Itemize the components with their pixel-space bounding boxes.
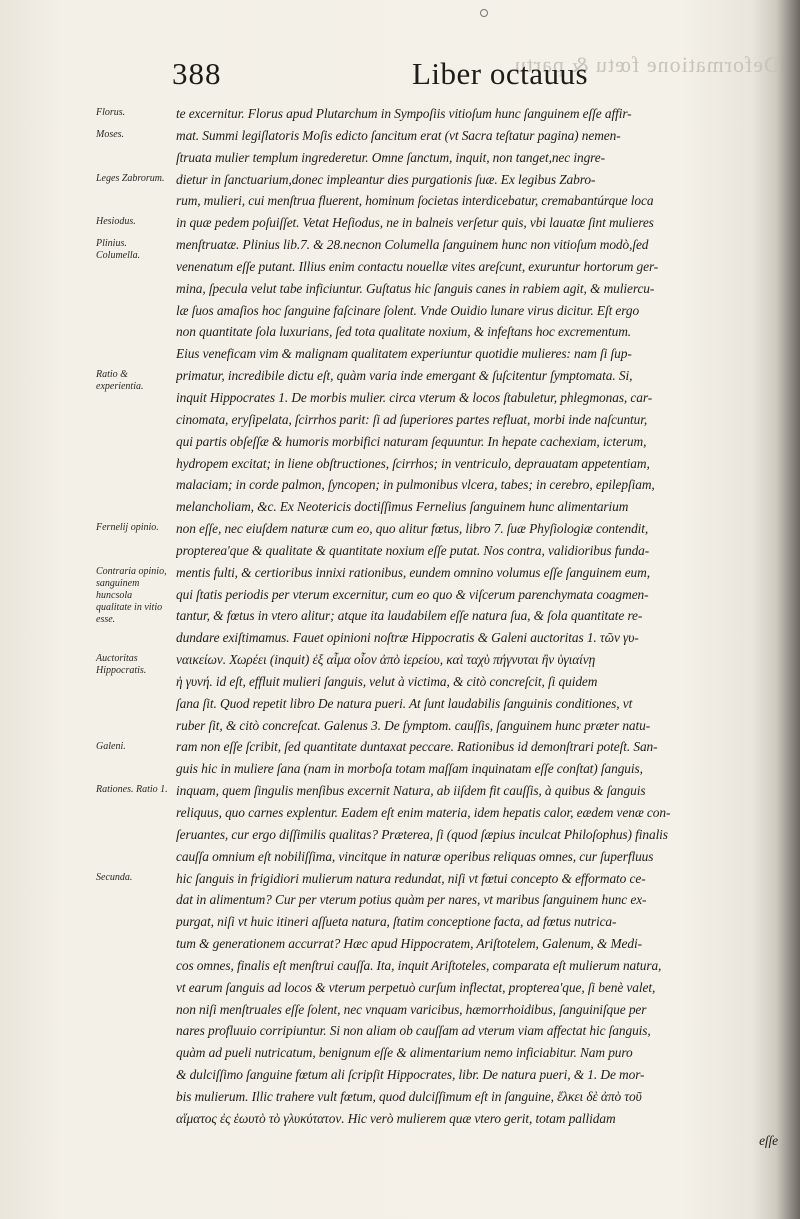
text-line: melancholiam, &c. Ex Neotericis doctiſſimus Fernelius ſanguinem hunc alimentarium [176, 499, 629, 515]
text-line: dundare exiſtimamus. Fauet opinioni noſtræ Hippocratis & Galeni auctoritas 1. τῶν γυ- [176, 630, 639, 646]
text-line: cinomata, eryſipelata, ſcirrhos parit: ſi ad ſuperiores partes refluat, morbi inde naſcuntur, [176, 411, 648, 427]
text-line: vt earum ſanguis ad locos & vterum perpetuò curſum inflectat, propterea'que, ſi benè valet, [176, 979, 656, 995]
text-line: ram non eſſe ſcribit, ſed quantitate duntaxat peccare. Rationibus id demonſtrari poteſt. San- [176, 739, 658, 755]
text-line: eſſe [759, 1132, 778, 1148]
text-line: hydropem excitat; in liene obſtructiones, ſcirrhos; in ventriculo, deprauatam appetentiam, [176, 455, 650, 471]
text-line: cauſſa omnium eſt nobiliſſima, vincitque in naturæ operibus reliquas omnes, cur ſuperfluus [176, 848, 654, 864]
text-line: ναικείων. Χωρέει (inquit) ἐξ αἷμα οἷον ἀπὸ ἱερείου, καὶ ταχὺ πήγνυται ἢν ὑγιαίνῃ [176, 652, 596, 668]
text-line: tum & generationem accurrat? Hæc apud Hippocratem, Ariſtotelem, Galenum, & Medi- [176, 936, 642, 952]
margin-note: Galeni. [96, 740, 126, 752]
margin-note: Plinius. Columella. [96, 238, 141, 262]
text-line: non eſſe, nec eiuſdem naturæ cum eo, quo alitur fœtus, libro 7. ſuæ Phyſiologiæ contendit, [176, 521, 649, 537]
page-header [160, 56, 720, 96]
text-line: ſeruantes, cur ergo diſſimilis qualitas? Præterea, ſi (quod ſæpius inculcat Philoſophus) finalis [176, 826, 668, 842]
text-line: venenatum eſſe putant. Illius enim contactu nouellæ vites areſcunt, exuruntur hortorum ger- [176, 258, 659, 274]
text-line: non quantitate ſola luxurians, ſed tota qualitate noxium, & infeſtans hoc excrementum. [176, 324, 632, 340]
text-line: guis hic in muliere ſana (nam in morboſa totam maſſam inquinatam eſſe conſtat) ſanguis, [176, 761, 643, 777]
margin-note: Fernelij opinio. [96, 522, 159, 534]
text-line: læ ſuos amaſios hoc ſanguine faſcinare ſolent. Vnde Ouidio lunare virus dicitur. Eſt ergo [176, 302, 640, 318]
text-line: ſana ſit. Quod repetit libro De natura pueri. At ſunt laudabilis ſanguinis conditiones, vt [176, 695, 633, 711]
text-line: reliquus, quo carnes explentur. Eadem eſt enim materia, idem hepatis calor, eædem venæ con- [176, 805, 671, 820]
text-line: primatur, incredibile dictu eſt, quàm varia inde emergant & ſuſcitentur ſymptomata. Si, [176, 368, 633, 384]
margin-note: Moses. [96, 128, 125, 140]
text-line: rum, mulieri, cui menſtrua fluerent, hominum ſocietas interdicebatur, cremabantúrque loca [176, 193, 654, 209]
text-line: cos omnes, finalis eſt menſtrui cauſſa. Ita, inquit Ariſtoteles, comparata eſt mulierum natura, [176, 957, 662, 973]
page-number: 388 [172, 56, 222, 91]
margin-note: Leges Zabrorum. [96, 172, 165, 184]
margin-note: Contraria opinio, sanguinem huncsola qualitate in vitio esse. [96, 565, 167, 625]
margin-note: Auctoritas Hippocratis. [96, 653, 147, 677]
running-title: Liber octauus [412, 56, 589, 91]
text-line: mat. Summi legiſlatoris Moſis edicto ſancitum erat (vt Sacra teſtatur pagina) nemen- [176, 127, 621, 143]
text-line: qui partis obſeſſæ & humoris morbifici naturam ſequuntur. In hepate cachexiam, icterum, [176, 433, 647, 449]
text-line: hic ſanguis in frigidiori mulierum natura redundat, niſi vt fœtui concepto & efformato ce- [176, 870, 646, 886]
text-line: bis mulierum. Illic trahere vult fœtum, quod dulciſſimum eſt in ſanguine, ἕλκει δὲ ἀπὸ τοῦ [176, 1088, 642, 1104]
margin-note: Ratio & experientia. [96, 369, 144, 393]
text-line: inquam, quem ſingulis menſibus excernit Natura, ab iiſdem fit cauſſis, à quibus & ſanguis [176, 783, 646, 799]
margin-note: Rationes. Ratio 1. [96, 784, 168, 796]
text-line: dat in alimentum? Cur per vterum potius quàm per nares, vt maribus ſanguinem hunc ex- [176, 892, 647, 908]
margin-note: Secunda. [96, 871, 133, 883]
body-text [176, 103, 778, 1152]
text-line: ruber ſit, & citò concreſcat. Galenus 3. De ſymptom. cauſſis, ſanguinem hunc præter natu- [176, 717, 651, 733]
text-line: non niſi menſtruales eſſe ſolent, nec vnquam varicibus, hæmorrhoidibus, ſanguiniſque per [176, 1001, 647, 1017]
text-line: mina, ſpecula velut tabe inficiuntur. Guſtatus hic ſanguis canes in rabiem agit, & muliercu- [176, 280, 655, 296]
text-line: & dulciſſimo ſanguine fœtum ali ſcripſit Hippocrates, libr. De natura pueri, & 1. De mor- [176, 1067, 645, 1083]
text-line: in quæ pedem poſuiſſet. Vetat Heſiodus, ne in balneis verſetur quis, vbi lauatæ ſint mulieres [176, 215, 654, 231]
text-line: ἡ γυνή. id eſt, effluit mulieri ſanguis, velut à victima, & citò concreſcit, ſi quidem [176, 673, 598, 689]
text-line: quàm ad pueli nutricatum, benignum eſſe & alimentarium nemo inficiabitur. Nam puro [176, 1045, 633, 1061]
text-line: mentis fulti, & certioribus innixi rationibus, eundem omnino volumus eſſe ſanguinem eum, [176, 564, 650, 580]
show-through-text: Deformatione fœtu & partu. [507, 52, 780, 77]
text-line: ſtruata mulier templum ingrederetur. Omne ſanctum, inquit, non tanget,nec ingre- [176, 149, 605, 165]
paper-mark [480, 9, 488, 17]
margin-note: Florus. [96, 107, 126, 118]
text-line: dietur in ſanctuarium,donec impleantur dies purgationis ſuæ. Ex legibus Zabro- [176, 171, 596, 187]
text-line: qui ſtatis periodis per vterum excernitur, cum eo quo & viſcerum parenchymata coagmen- [176, 586, 649, 602]
text-line: te excernitur. Florus apud Plutarchum in Sympoſiis vitioſum hunc ſanguinem eſſe affir- [176, 106, 632, 121]
text-line: tantur, & fœtus in vtero alitur; atque ita laudabilem eſſe natura ſua, & ſola quantitate re- [176, 608, 643, 624]
text-line: propterea'que & qualitate & quantitate noxium eſſe putat. Nos contra, validioribus funda- [176, 542, 650, 558]
text-line: menſtruatæ. Plinius lib.7. & 28.necnon Columella ſanguinem hunc non vitioſum modò,ſed [176, 237, 649, 253]
text-line: αἵματος ἐς ἑωυτὸ τὸ γλυκύτατον. Hic verò mulierem quæ vtero gerit, totam pallidam [176, 1110, 616, 1126]
text-line: nares profluuio corripiuntur. Si non aliam ob cauſſam ad vterum viam affectat hic ſanguis, [176, 1023, 651, 1039]
text-line: purgat, niſi vt huic itineri aſſueta natura, ſtatim conceptione facta, ad fœtus nutrica- [176, 914, 617, 930]
text-line: malaciam; in corde palmon, ſyncopen; in pulmonibus vlcera, tabes; in cerebro, epilepſiam, [176, 477, 655, 493]
margin-note: Hesiodus. [96, 216, 136, 228]
text-line: Eius veneficam vim & malignam qualitatem experiuntur quotidie mulieres: nam ſi ſup- [176, 346, 632, 362]
text-line: inquit Hippocrates 1. De morbis mulier. circa vterum & locos ſtabuletur, phlegmonas, car- [176, 389, 653, 405]
